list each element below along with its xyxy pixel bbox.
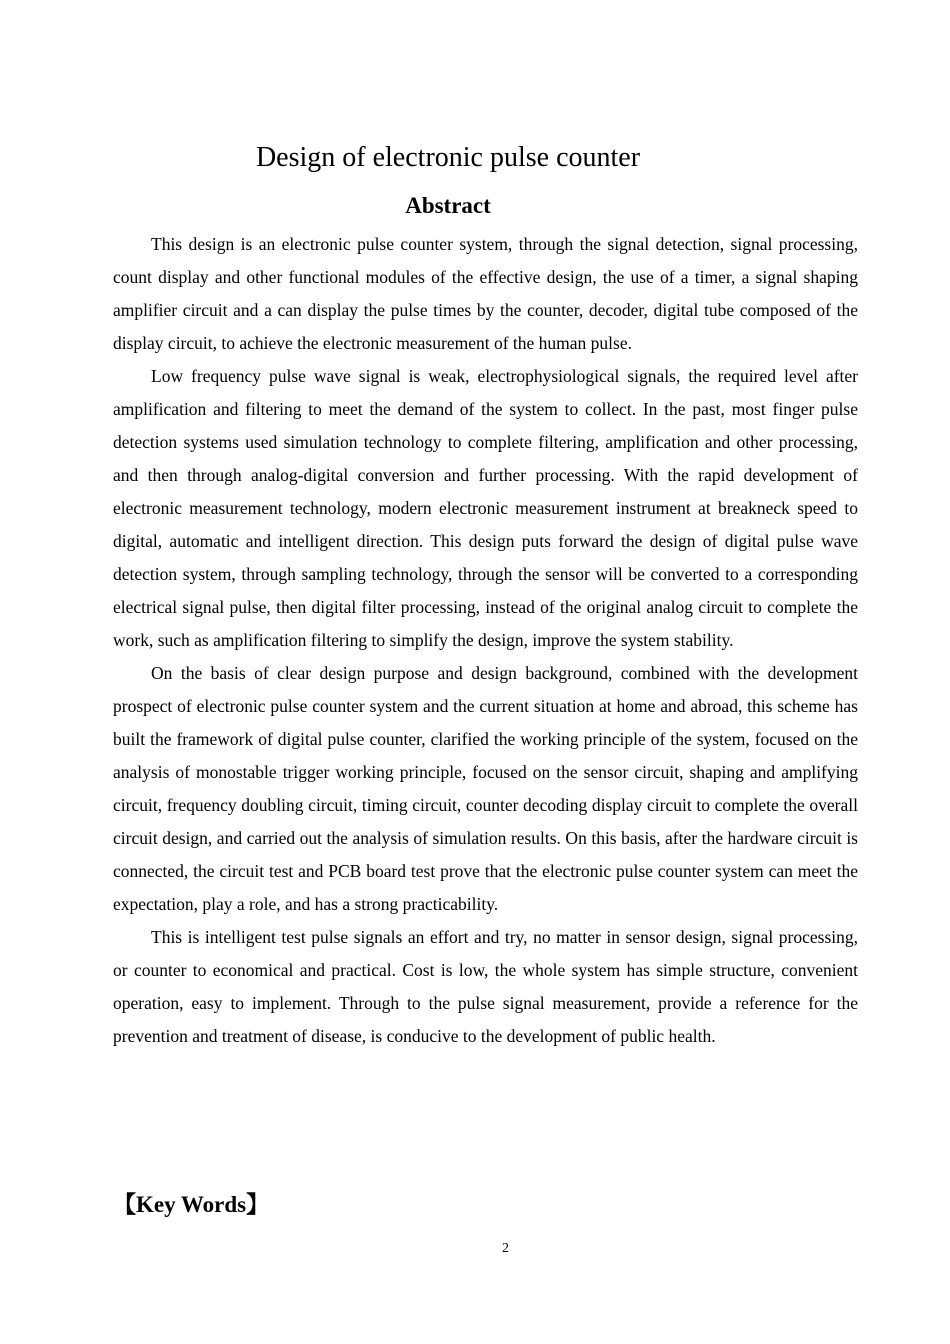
abstract-paragraph-4: This is intelligent test pulse signals an effort and try, no matter in sensor design, signal processing, or counter to economical and practical. Cost is low, the whole system has simple structure, convenient operation, easy to implement. Through to the pulse signal measurement, provide a reference for the prevention and treatment of disease, is conducive to the development of public health. — [113, 927, 858, 1046]
abstract-heading: Abstract — [405, 193, 491, 218]
document-title: Design of electronic pulse counter — [255, 142, 641, 173]
abstract-paragraph-1: This design is an electronic pulse counter system, through the signal detection, signal processing, count display and other functional modules of the effective design, the use of a timer, a signal shaping amplifier circuit and a can display the pulse times by the counter, decoder, digital tube composed of the display circuit, to achieve the electronic measurement of the human pulse. — [113, 234, 858, 353]
page-number: 2 — [502, 1241, 509, 1256]
abstract-paragraph-3: On the basis of clear design purpose and design background, combined with the development prospect of electronic pulse counter system and the current situation at home and abroad, this scheme has built the framework of digital pulse counter, clarified the working principle of the system, focused on the analysis of monostable trigger working principle, focused on the sensor circuit, shaping and amplifying circuit, frequency doubling circuit, timing circuit, counter decoding display circuit to complete the overall circuit design, and carried out the analysis of simulation results. On this basis, after the hardware circuit is connected, the circuit test and PCB board test prove that the electronic pulse counter system can meet the expectation, play a role, and has a strong practicability. — [113, 663, 858, 914]
keywords-heading: 【Key Words】 — [113, 1192, 270, 1217]
abstract-body — [113, 228, 858, 1053]
abstract-paragraph-2: Low frequency pulse wave signal is weak, electrophysiological signals, the required level after amplification and filtering to meet the demand of the system to collect. In the past, most finger pulse detection systems used simulation technology to complete filtering, amplification and other processing, and then through analog-digital conversion and further processing. With the rapid development of electronic measurement technology, modern electronic measurement instrument at breakneck speed to digital, automatic and intelligent direction. This design puts forward the design of digital pulse wave detection system, through sampling technology, through the sensor will be converted to a corresponding electrical signal pulse, then digital filter processing, instead of the original analog circuit to complete the work, such as amplification filtering to simplify the design, improve the system stability. — [113, 366, 858, 650]
